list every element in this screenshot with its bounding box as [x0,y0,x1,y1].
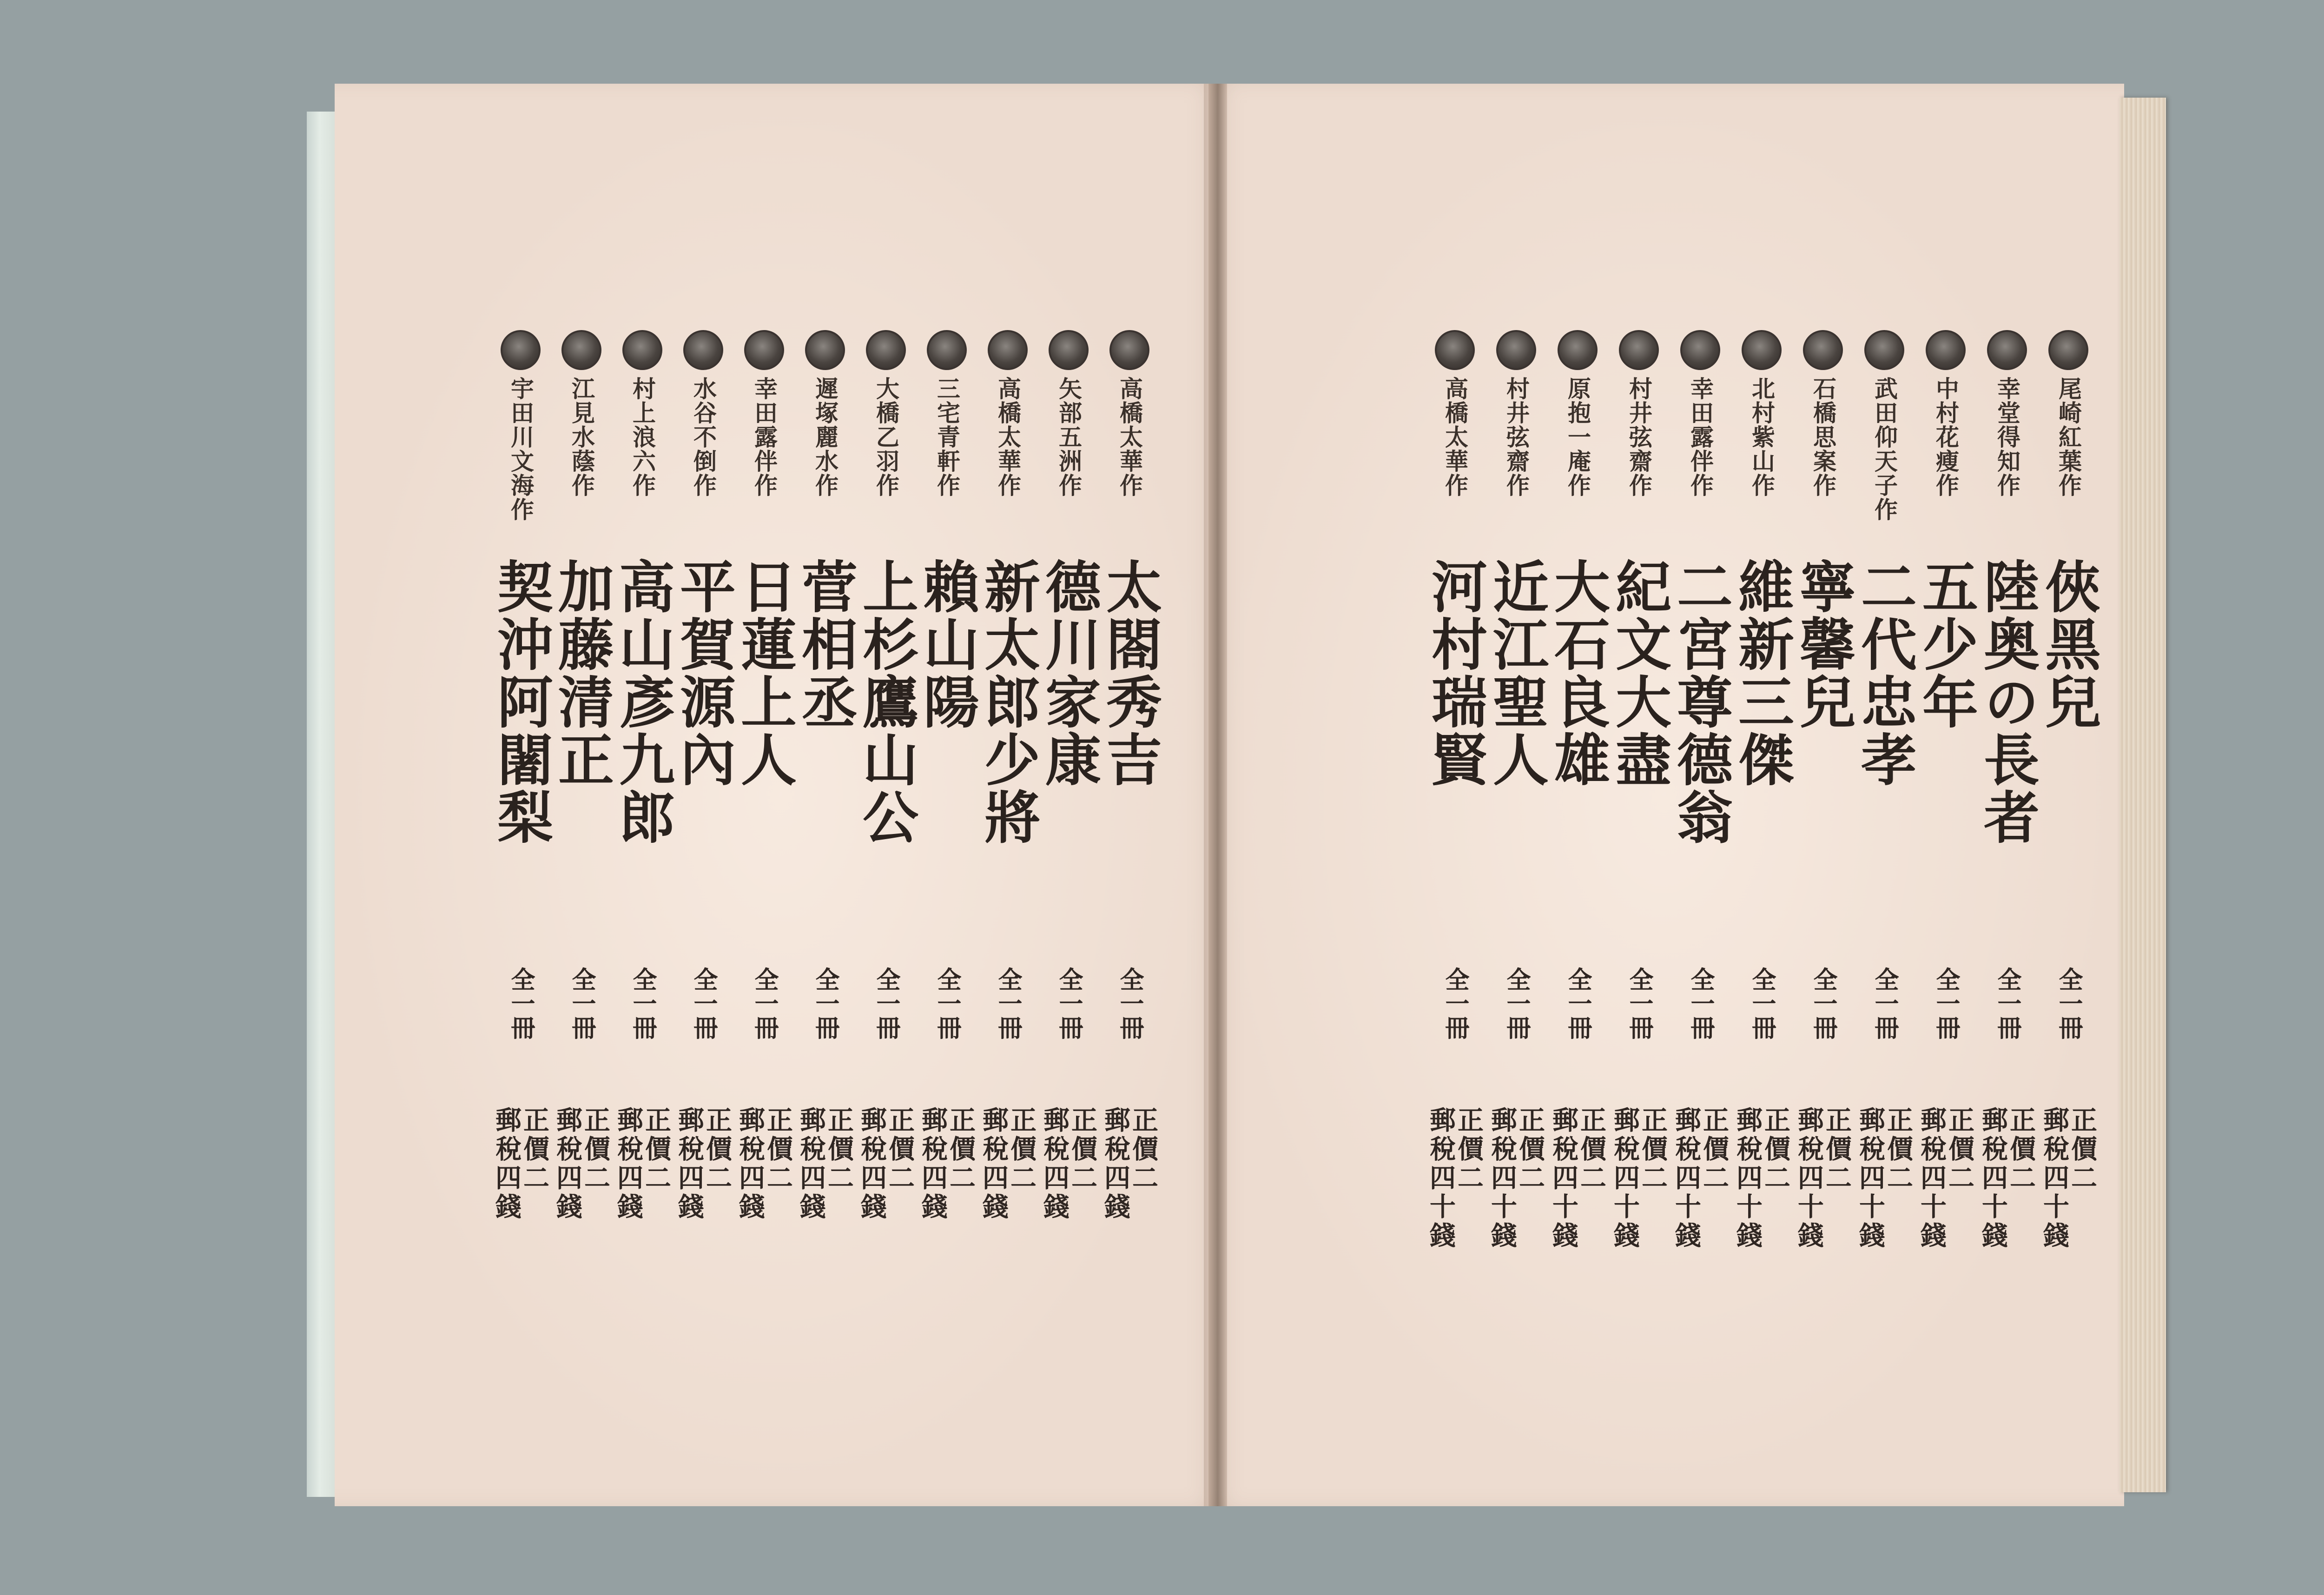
book-listing-column [1422,330,1488,1292]
book-title: 二代忠孝 [1852,558,1917,788]
price-label: 正價二 郵稅四錢 [735,1106,793,1222]
seal-badge-icon [988,330,1028,370]
price-label: 正價二 郵稅四十錢 [1671,1106,1730,1251]
author-name: 村井弦齋作 [1503,377,1530,497]
volume-count: 全一冊 [872,967,900,1039]
volume-count: 全一冊 [1441,967,1469,1039]
seal-badge-icon [501,330,541,370]
book-listing-column [853,330,919,1292]
seal-badge-icon [805,330,845,370]
volume-count: 全一冊 [1932,967,1960,1039]
book-listing-column [549,330,614,1292]
volume-count: 全一冊 [689,967,718,1039]
book-listing-column [1729,330,1795,1292]
volume-count: 全一冊 [1564,967,1592,1039]
author-name: 水谷不倒作 [690,377,717,497]
volume-count: 全一冊 [811,967,839,1039]
book-listing-column [671,330,736,1292]
volume-count: 全一冊 [1870,967,1899,1039]
book-title: 上杉鷹山公 [853,558,919,846]
price-label: 正價二 郵稅四錢 [918,1106,976,1222]
book-title: 德川家康 [1036,558,1102,788]
price-label: 正價二 郵稅四十錢 [1610,1106,1668,1251]
author-name: 村井弦齋作 [1625,377,1653,497]
seal-badge-icon [1435,330,1475,370]
book-listing-column [1913,330,1979,1292]
author-name: 高橋太華作 [1116,377,1143,497]
book-title: 平賀源內 [671,558,736,788]
seal-badge-icon [1926,330,1966,370]
volume-count: 全一冊 [1502,967,1531,1039]
price-label: 正價二 郵稅四錢 [1100,1106,1159,1222]
page-edges-right [2119,98,2166,1492]
volume-count: 全一冊 [1116,967,1144,1039]
price-label: 正價二 郵稅四錢 [552,1106,611,1222]
book-listing-column [975,330,1041,1292]
book-title: 五少年 [1913,558,1979,731]
book-title: 河村瑞賢 [1422,558,1488,788]
author-name: 遲塚麗水作 [812,377,839,497]
volume-count: 全一冊 [2054,967,2083,1039]
seal-badge-icon [1864,330,1904,370]
volume-count: 全一冊 [1993,967,2021,1039]
volume-count: 全一冊 [568,967,596,1039]
volume-count: 全一冊 [1625,967,1653,1039]
volume-count: 全一冊 [507,967,535,1039]
seal-badge-icon [866,330,906,370]
book-title: 太閤秀吉 [1097,558,1162,788]
price-label: 正價二 郵稅四錢 [613,1106,672,1222]
seal-badge-icon [1619,330,1659,370]
author-name: 北村紫山作 [1748,377,1776,497]
seal-badge-icon [1109,330,1149,370]
book-title: 維新三傑 [1729,558,1795,788]
seal-badge-icon [683,330,723,370]
book-title: 新太郎少將 [975,558,1041,846]
book-title: 近江聖人 [1484,558,1549,788]
seal-badge-icon [1987,330,2027,370]
volume-count: 全一冊 [628,967,657,1039]
book-listing-column [732,330,797,1292]
price-label: 正價二 郵稅四十錢 [1855,1106,1914,1251]
author-name: 幸田露伴作 [1687,377,1714,497]
price-label: 正價二 郵稅四十錢 [1916,1106,1975,1251]
book-listing-column [1790,330,1856,1292]
book-listing-column [1036,330,1102,1292]
book-listing-column [1097,330,1162,1292]
seal-badge-icon [1742,330,1782,370]
price-label: 正價二 郵稅四錢 [857,1106,915,1222]
seal-badge-icon [1803,330,1843,370]
book-listing-column [1545,330,1611,1292]
author-name: 村上浪六作 [629,377,656,497]
book-listing-column [1484,330,1549,1292]
volume-count: 全一冊 [994,967,1022,1039]
open-book [307,84,2324,1506]
price-label: 正價二 郵稅四錢 [491,1106,550,1222]
book-title: 高山彥九郎 [610,558,675,846]
author-name: 高橋太華作 [994,377,1022,497]
book-title: 寧馨兒 [1790,558,1856,731]
left-page [335,84,1227,1506]
volume-count: 全一冊 [1055,967,1083,1039]
author-name: 矢部五洲作 [1055,377,1083,497]
price-label: 正價二 郵稅四十錢 [2039,1106,2098,1251]
book-listing-column [1668,330,1733,1292]
book-listing-column [1974,330,2040,1292]
book-title: 俠黑兒 [2036,558,2101,731]
volume-count: 全一冊 [1748,967,1776,1039]
author-name: 石橋思案作 [1809,377,1837,497]
book-listing-column [1852,330,1917,1292]
book-listing-column [914,330,980,1292]
price-label: 正價二 郵稅四十錢 [1794,1106,1852,1251]
seal-badge-icon [561,330,601,370]
book-title: 加藤清正 [549,558,614,788]
author-name: 三宅青軒作 [933,377,961,497]
seal-badge-icon [2048,330,2088,370]
author-name: 幸田露伴作 [751,377,778,497]
book-listing-column [2036,330,2101,1292]
author-name: 尾崎紅葉作 [2055,377,2082,497]
volume-count: 全一冊 [1809,967,1837,1039]
seal-badge-icon [622,330,662,370]
seal-badge-icon [1496,330,1536,370]
seal-badge-icon [1680,330,1720,370]
author-name: 原抱一庵作 [1564,377,1591,497]
volume-count: 全一冊 [1686,967,1715,1039]
author-name: 江見水蔭作 [568,377,595,497]
author-name: 武田仰天子作 [1871,377,1898,522]
price-label: 正價二 郵稅四十錢 [1487,1106,1545,1251]
price-label: 正價二 郵稅四錢 [674,1106,733,1222]
price-label: 正價二 郵稅四十錢 [1426,1106,1484,1251]
seal-badge-icon [744,330,784,370]
price-label: 正價二 郵稅四十錢 [1548,1106,1607,1251]
book-title: 大石良雄 [1545,558,1611,788]
book-title: 菅相丞 [792,558,858,731]
price-label: 正價二 郵稅四十錢 [1732,1106,1791,1251]
book-title: 陸奥の長者 [1974,558,2040,846]
book-listing-column [488,330,554,1292]
right-page [1204,84,2124,1506]
author-name: 宇田川文海作 [507,377,535,522]
book-listing-column [610,330,675,1292]
book-title: 賴山陽 [914,558,980,731]
book-title: 契沖阿闍梨 [488,558,554,846]
author-name: 高橋太華作 [1441,377,1469,497]
price-label: 正價二 郵稅四錢 [796,1106,854,1222]
price-label: 正價二 郵稅四錢 [1039,1106,1098,1222]
price-label: 正價二 郵稅四十錢 [1978,1106,2036,1251]
book-listing-column [792,330,858,1292]
author-name: 幸堂得知作 [1994,377,2021,497]
seal-badge-icon [1049,330,1089,370]
author-name: 中村花瘦作 [1932,377,1960,497]
seal-badge-icon [927,330,967,370]
book-title: 日蓮上人 [732,558,797,788]
seal-badge-icon [1558,330,1598,370]
volume-count: 全一冊 [750,967,779,1039]
book-title: 紀文大盡 [1606,558,1672,788]
volume-count: 全一冊 [933,967,961,1039]
book-listing-column [1606,330,1672,1292]
book-gutter [1208,84,1227,1506]
book-title: 二宮尊德翁 [1668,558,1733,846]
author-name: 大橋乙羽作 [872,377,900,497]
price-label: 正價二 郵稅四錢 [978,1106,1037,1222]
